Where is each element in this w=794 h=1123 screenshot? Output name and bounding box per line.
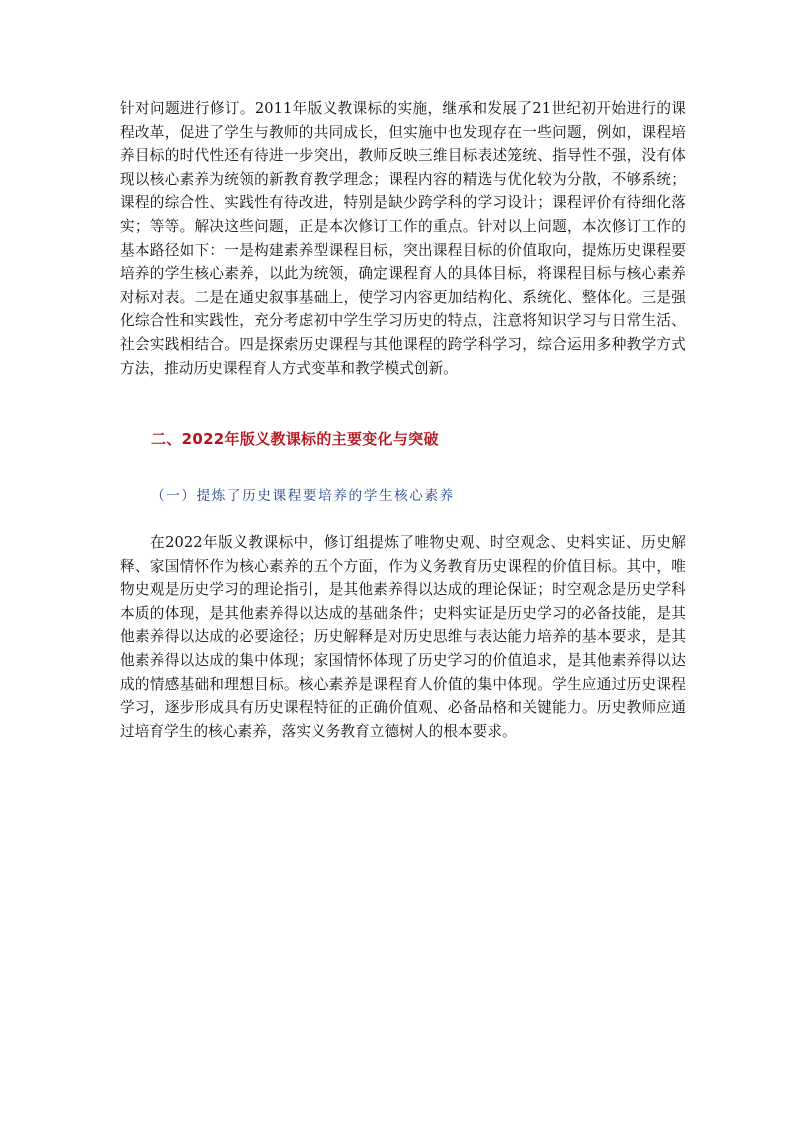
intro-paragraph: 针对问题进行修订。2011年版义教课标的实施，继承和发展了21世纪初开始进行的课程改革，促进了学生与教师的共同成长，但实施中也发现存在一些问题，例如，课程培养目标的时代性还有待进一步突出，教师反映三维目标表述笼统、指导性不强，没有体现以核心素养为统领的新教育教学理念；课程内容的精选与优化较为分散，不够系统；课程的综合性、实践性有待改进，特别是缺少跨学科的学习设计；课程评价有待细化落实；等等。解决这些问题，正是本次修订工作的重点。针对以上问题，本次修订工作的基本路径如下：一是构建素养型课程目标，突出课程目标的价值取向，提炼历史课程要培养的学生核心素养，以此为统领，确定课程育人的具体目标，将课程目标与核心素养对标对表。二是在通史叙事基础上，使学习内容更加结构化、系统化、整体化。三是强化综合性和实践性，充分考虑初中学生学习历史的特点，注意将知识学习与日常生活、社会实践相结合。四是探索历史课程与其他课程的跨学科学习，综合运用多种教学方式方法，推动历史课程育人方式变革和教学模式创新。 — [120, 100, 686, 377]
subsection-heading: （一）提炼了历史课程要培养的学生核心素养 — [151, 488, 455, 504]
section-heading: 二、2022年版义教课标的主要变化与突破 — [151, 430, 439, 448]
body-paragraph: 在2022年版义教课标中，修订组提炼了唯物史观、时空观念、史料实证、历史解释、家国情怀作为核心素养的五个方面，作为义务教育历史课程的价值目标。其中，唯物史观是历史学习的理论指引，是其他素养得以达成的理论保证；时空观念是历史学科本质的体现，是其他素养得以达成的基础条件；史料实证是历史学习的必备技能，是其他素养得以达成的必要途径；历史解释是对历史思维与表达能力培养的基本要求，是其他素养得以达成的集中体现；家国情怀体现了历史学习的价值追求，是其他素养得以达成的情感基础和理想目标。核心素养是课程育人价值的集中体现。学生应通过历史课程学习，逐步形成具有历史课程特征的正确价值观、必备品格和关键能力。历史教师应通过培育学生的核心素养，落实义务教育立德树人的根本要求。 — [120, 534, 686, 740]
